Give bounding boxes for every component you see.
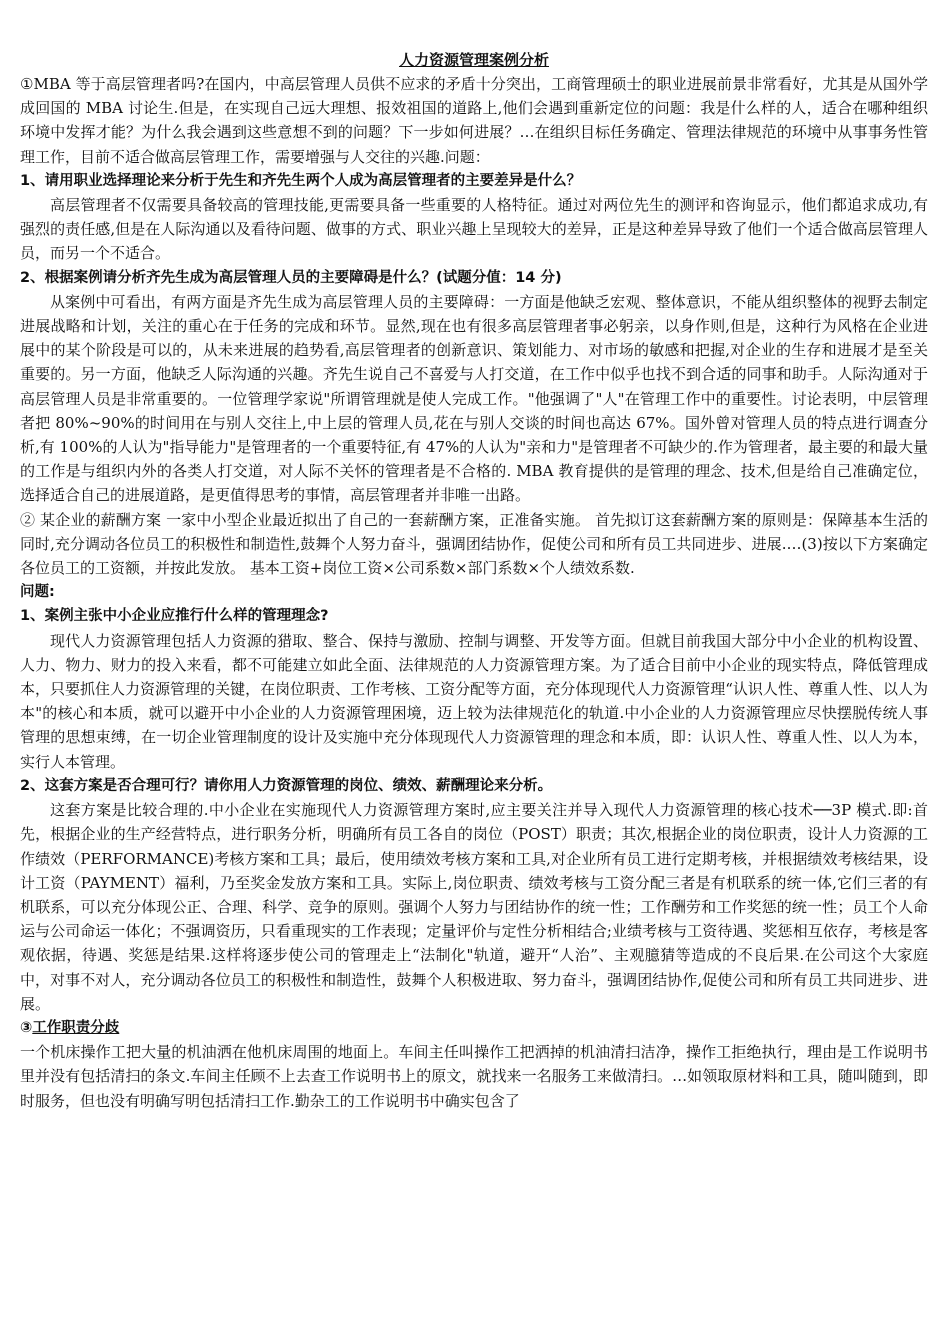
case-3-body: 一个机床操作工把大量的机油洒在他机床周围的地面上。车间主任叫操作工把洒掉的机油清扫洁净，操作工拒绝执行，理由是工作说明书里并没有包括清扫的条文.车间主任顾不上去查工作说明书上的原文，就找来一名服务工来做清扫。…如领取原材料和工具，随叫随到，即时服务，但也没有明确写明包括清扫工作.勤杂工的工作说明书中确实包含了	[20, 1043, 928, 1110]
case-3	[20, 1016, 928, 1113]
case-3-heading	[20, 1016, 928, 1040]
case-1-question-1: 1、请用职业选择理论来分析于先生和齐先生两个人成为高层管理者的主要差异是什么？	[20, 172, 582, 189]
case-2-intro: ② 某企业的薪酬方案 一家中小型企业最近拟出了自己的一套薪酬方案，正准备实施。 首先拟订这套薪酬方案的原则是：保障基本生活的同时,充分调动各位员工的积极性和制造性,鼓舞个人努力奋斗，强调团结协作，促使公司和所有员工共同进步、进展.…(3)按以下方案确定各位员工的工资额，并按此发放。 基本工资+岗位工资×公司系数×部门系数×个人绩效系数.	[20, 510, 928, 578]
case-1-question-2: 2、根据案例请分析齐先生成为高层管理人员的主要障碍是什么？(试题分值：14 分)	[20, 269, 562, 286]
case-2-question-2: 2、这套方案是否合理可行？请你用人力资源管理的岗位、绩效、薪酬理论来分析。	[20, 777, 553, 794]
case-2-answer-1: 现代人力资源管理包括人力资源的猎取、整合、保持与激励、控制与调整、开发等方面。但就目前我国大部分中小企业的机构设置、人力、物力、财力的投入来看，都不可能建立如此全面、法律规范的人力资源管理方案。为了适合目前中小企业的现实特点，降低管理成本，只要抓住人力资源管理的关键，在岗位职责、工作考核、工资分配等方面，充分体现现代人力资源管理“认识人性、尊重人性、以人为本"的核心和本质，就可以避开中小企业的人力资源管理困境，迈上较为法律规范化的轨道.中小企业的人力资源管理应尽快摆脱传统人事管理的思想束缚，在一切企业管理制度的设计及实施中充分体现现代人力资源管理的理念和本质，即：认识人性、尊重人性、以人为本，实行人本管理。	[20, 631, 928, 771]
case-3-marker: ③	[20, 1019, 33, 1036]
case-1	[20, 72, 928, 508]
case-2	[20, 508, 928, 1016]
case-2-questions-label: 问题:	[20, 584, 55, 601]
case-1-intro: ①MBA 等于高层管理者吗?在国内，中高层管理人员供不应求的矛盾十分突出，工商管理硕士的职业进展前景非常看好，尤其是从国外学成回国的 MBA 讨论生.但是，在实现自己远大理想、报效祖国的道路上,他们会遇到重新定位的问题：我是什么样的人，适合在哪种组织环境中发挥才能？为什么我会遇到这些意想不到的问题？下一步如何进展？…在组织目标任务确定、管理法律规范的环境中从事事务性管理工作，目前不适合做高层管理工作，需要增强与人交往的兴趣.问题：	[20, 75, 928, 166]
case-3-heading-text: 工作职责分歧	[32, 1019, 120, 1036]
case-2-question-1: 1、案例主张中小企业应推行什么样的管理理念?	[20, 608, 329, 625]
case-2-answer-2: 这套方案是比较合理的.中小企业在实施现代人力资源管理方案时,应主要关注并导入现代人力资源管理的核心技术──3P 模式.即:首先，根据企业的生产经营特点，进行职务分析，明确所有员工各自的岗位（POST）职责；其次,根据企业的岗位职责，设计人力资源的工作绩效（PERFORMANCE)考核方案和工具；最后，使用绩效考核方案和工具,对企业所有员工进行定期考核，并根据绩效考核结果，设计工资（PAYMENT）福利，乃至奖金发放方案和工具。实际上,岗位职责、绩效考核与工资分配三者是有机联系的统一体,它们三者的有机联系，可以充分体现公正、合理、科学、竞争的原则。强调个人努力与团结协作的统一性；工作酬劳和工作奖惩的统一性；员工个人命运与公司命运一体化；不强调资历，只看重现实的工作表现；定量评价与定性分析相结合;业绩考核与工资待遇、奖惩相互依存，考核是客观依据，待遇、奖惩是结果.这样将逐步使公司的管理走上“法制化"轨道，避开“人治”、主观臆猜等造成的不良后果.在公司这个大家庭中，对事不对人，充分调动各位员工的积极性和制造性，鼓舞个人积极进取、努力奋斗，强调团结协作,促使公司和所有员工共同进步、进展。	[20, 801, 928, 1013]
page-title: 人力资源管理案例分析	[398, 51, 549, 69]
case-1-answer-2: 从案例中可看出，有两方面是齐先生成为高层管理人员的主要障碍：一方面是他缺乏宏观、整体意识，不能从组织整体的视野去制定进展战略和计划，关注的重心在于任务的完成和环节。显然,现在也有很多高层管理者事必躬亲，以身作则,但是，这种行为风格在企业进展中的某个阶段是可以的，从未来进展的趋势看,高层管理者的创新意识、策划能力、对市场的敏感和把握,对企业的生存和进展才是至关重要的。另一方面，他缺乏人际沟通的兴趣。齐先生说自己不喜爱与人打交道，在工作中似乎也找不到合适的同事和助手。人际沟通对于高层管理人员是非常重要的。一位管理学家说"所谓管理就是使人完成工作。"他强调了"人"在管理工作中的重要性。讨论表明，中层管理者把 80%~90%的时间用在与别人交往上,中上层的管理人员,花在与别人交谈的时间也高达 67%。国外曾对管理人员的特点进行调查分析,有 100%的人认为"指导能力"是管理者的一个重要特征,有 47%的人认为"亲和力"是管理者不可缺少的.作为管理者，最主要的和最大量的工作是与组织内外的各类人打交道，对人际不关怀的管理者是不合格的. MBA 教育提供的是管理的理念、技术,但是给自己准确定位，选择适合自己的进展道路，是更值得思考的事情，高层管理者并非唯一出路。	[20, 292, 928, 505]
case-1-answer-1: 高层管理者不仅需要具备较高的管理技能,更需要具备一些重要的人格特征。通过对两位先生的测评和咨询显示，他们都追求成功,有强烈的责任感,但是在人际沟通以及看待问题、做事的方式、职业兴趣上呈现较大的差异，正是这种差异导致了他们一个适合做高层管理人员，而另一个不适合。	[20, 196, 928, 263]
